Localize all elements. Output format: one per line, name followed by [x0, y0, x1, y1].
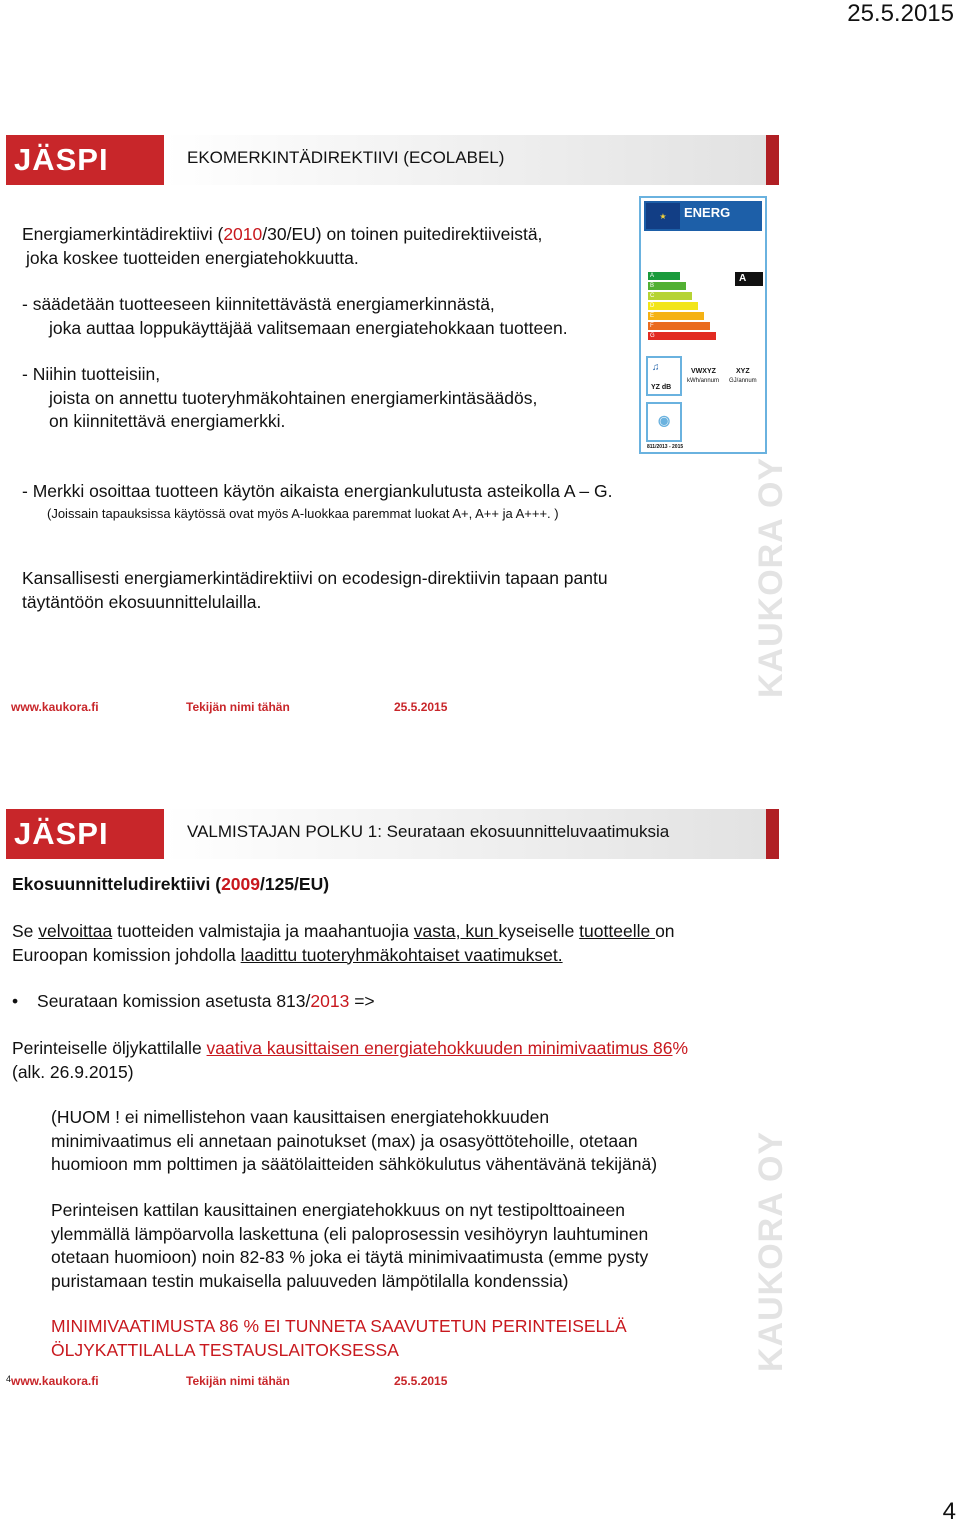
energy-class-bar: A: [648, 272, 680, 280]
requirement-date: (alk. 26.9.2015): [12, 1061, 134, 1082]
intro-text-end: /30/EU) on toinen puitedirektiiveistä,: [262, 224, 543, 244]
footer-url[interactable]: www.kaukora.fi: [11, 1374, 99, 1388]
kaukora-watermark: KAUKORA OY: [752, 1130, 790, 1372]
kwh-value: VWXYZ: [691, 368, 716, 375]
footer-url[interactable]: www.kaukora.fi: [11, 700, 99, 714]
energy-class-bar: C: [648, 292, 692, 300]
energy-class-bar: F: [648, 322, 710, 330]
slide2-bullet: • Seurataan komission asetusta 813/2013 =>: [12, 991, 375, 1011]
gj-value: XYZ: [736, 368, 750, 375]
slide1-bullet2: [22, 363, 537, 434]
heading-year: 2009: [221, 874, 260, 894]
bullet3-line1: - Merkki osoittaa tuotteen käytön aikaista energiankulutusta asteikolla A – G.: [22, 481, 613, 501]
energy-rating-arrow: A: [735, 272, 763, 286]
requirement-highlight: vaativa kausittaisen energiatehokkuuden minimivaatimus 86: [206, 1038, 673, 1058]
energy-label-header: [644, 201, 762, 231]
slide1-bullet1: [22, 293, 568, 340]
bullet-year: 2013: [310, 991, 350, 1011]
bullet2-line1: - Niihin tuotteisiin,: [22, 364, 161, 384]
kaukora-watermark: KAUKORA OY: [752, 456, 790, 698]
regulation-text: 811/2013 - 2015: [647, 444, 684, 450]
header-accent: [766, 809, 779, 859]
bullet3-note: (Joissain tapauksissa käytössä ovat myös A-luokkaa paremmat luokat A+, A++ ja A+++. ): [47, 505, 559, 521]
footer-date: 25.5.2015: [394, 1374, 448, 1388]
bullet1-line1: - säädetään tuotteeseen kiinnitettävästä energiamerkinnästä,: [22, 294, 495, 314]
bullet-icon: •: [12, 991, 19, 1011]
energy-class-bar: D: [648, 302, 698, 310]
slide2-paragraph1: Se velvoittaa tuotteiden valmistajia ja maahantuojia vasta, kun kyseiselle tuotteelle on Euroopan komission johdolla laadittu tuoteryhmäkohtaiset vaatimukset.: [12, 921, 675, 965]
slide2-note2: Perinteisen kattilan kausittainen energiatehokkuus on nyt testipolttoaineen ylemmällä lämpöarvolla laskettuna (eli paloprosessin vesihöyryn lauhtuminen otetaan huomioon) noin 82-83 % joka ei täytä minimivaatimusta (emme pysty puristamaan testin mukaisella paluuveden lämpötilalla kondenssia): [51, 1200, 649, 1291]
slide-number: 4: [6, 1374, 12, 1384]
energy-class-bar: B: [648, 282, 686, 290]
kwh-unit: kWh/annum: [687, 378, 720, 384]
intro-text: Energiamerkintädirektiivi (: [22, 224, 224, 244]
db-text: YZ dB: [651, 384, 672, 391]
bullet2-line2: joista on annettu tuoteryhmäkohtainen energiamerkintäsäädös,: [49, 387, 538, 408]
header-accent: [766, 135, 779, 185]
gj-unit: GJ/annum: [729, 378, 757, 384]
sound-level-box: [646, 356, 682, 396]
slide1-bullet3: [22, 480, 612, 523]
slide2-heading: Ekosuunnitteludirektiivi (2009/125/EU): [12, 874, 330, 894]
slide2-note1: (HUOM ! ei nimellistehon vaan kausittaisen energiatehokkuuden minimivaatimus eli annetaan painotukset (max) ja osasyöttötehoille, otetaan huomioon mm polttimen ja säätölaitteiden sähkökulutus vähentävänä tekijänä): [51, 1107, 658, 1174]
logo-text: JÄSPI: [14, 142, 109, 177]
energy-class-bar: E: [648, 312, 704, 320]
footer-author: Tekijän nimi tähän: [186, 700, 290, 714]
slide2-requirement: Perinteiselle öljykattilalle vaativa kausittaisen energiatehokkuuden minimivaatimus 86% (alk. 26.9.2015): [12, 1037, 688, 1084]
slide2-title: VALMISTAJAN POLKU 1: Seurataan ekosuunnitteluvaatimuksia: [187, 822, 670, 841]
slide1-national: [22, 567, 608, 614]
energy-label-image: [639, 196, 767, 454]
heating-icon-box: [646, 402, 682, 442]
energy-class-bar: G: [648, 332, 716, 340]
national-line1: Kansallisesti energiamerkintädirektiivi on ecodesign-direktiivin tapaan pantu: [22, 568, 608, 588]
slide2-header: [6, 809, 779, 859]
national-line2: täytäntöön ekosuunnittelulailla.: [22, 591, 262, 612]
speaker-icon: ♫: [652, 362, 660, 373]
footer-date: 25.5.2015: [394, 700, 448, 714]
slide1-intro: [22, 223, 542, 270]
boiler-icon: ◉: [658, 412, 671, 428]
page-date: 25.5.2015: [847, 0, 954, 27]
bullet1-line2: joka auttaa loppukäyttäjää valitsemaan energiatehokkaan tuotteen.: [49, 317, 568, 338]
eu-flag-icon: ★: [646, 203, 680, 229]
energ-text: ENERG: [684, 205, 731, 220]
footer-author: Tekijän nimi tähän: [186, 1374, 290, 1388]
jaspi-logo: [6, 135, 164, 185]
bullet2-line3: on kiinnitettävä energiamerkki.: [49, 411, 286, 431]
logo-text: JÄSPI: [14, 816, 109, 851]
intro-year: 2010: [223, 224, 263, 244]
page-number: 4: [942, 1498, 956, 1525]
slide2-alert: MINIMIVAATIMUSTA 86 % EI TUNNETA SAAVUTETUN PERINTEISELLÄ ÖLJYKATTILALLA TESTAUSLAITOKSESSA: [51, 1316, 627, 1360]
slide1-title: EKOMERKINTÄDIREKTIIVI (ECOLABEL): [187, 148, 505, 167]
jaspi-logo: [6, 809, 164, 859]
slide1-header: [6, 135, 779, 185]
intro-line2: joka koskee tuotteiden energiatehokkuutta.: [26, 247, 359, 268]
